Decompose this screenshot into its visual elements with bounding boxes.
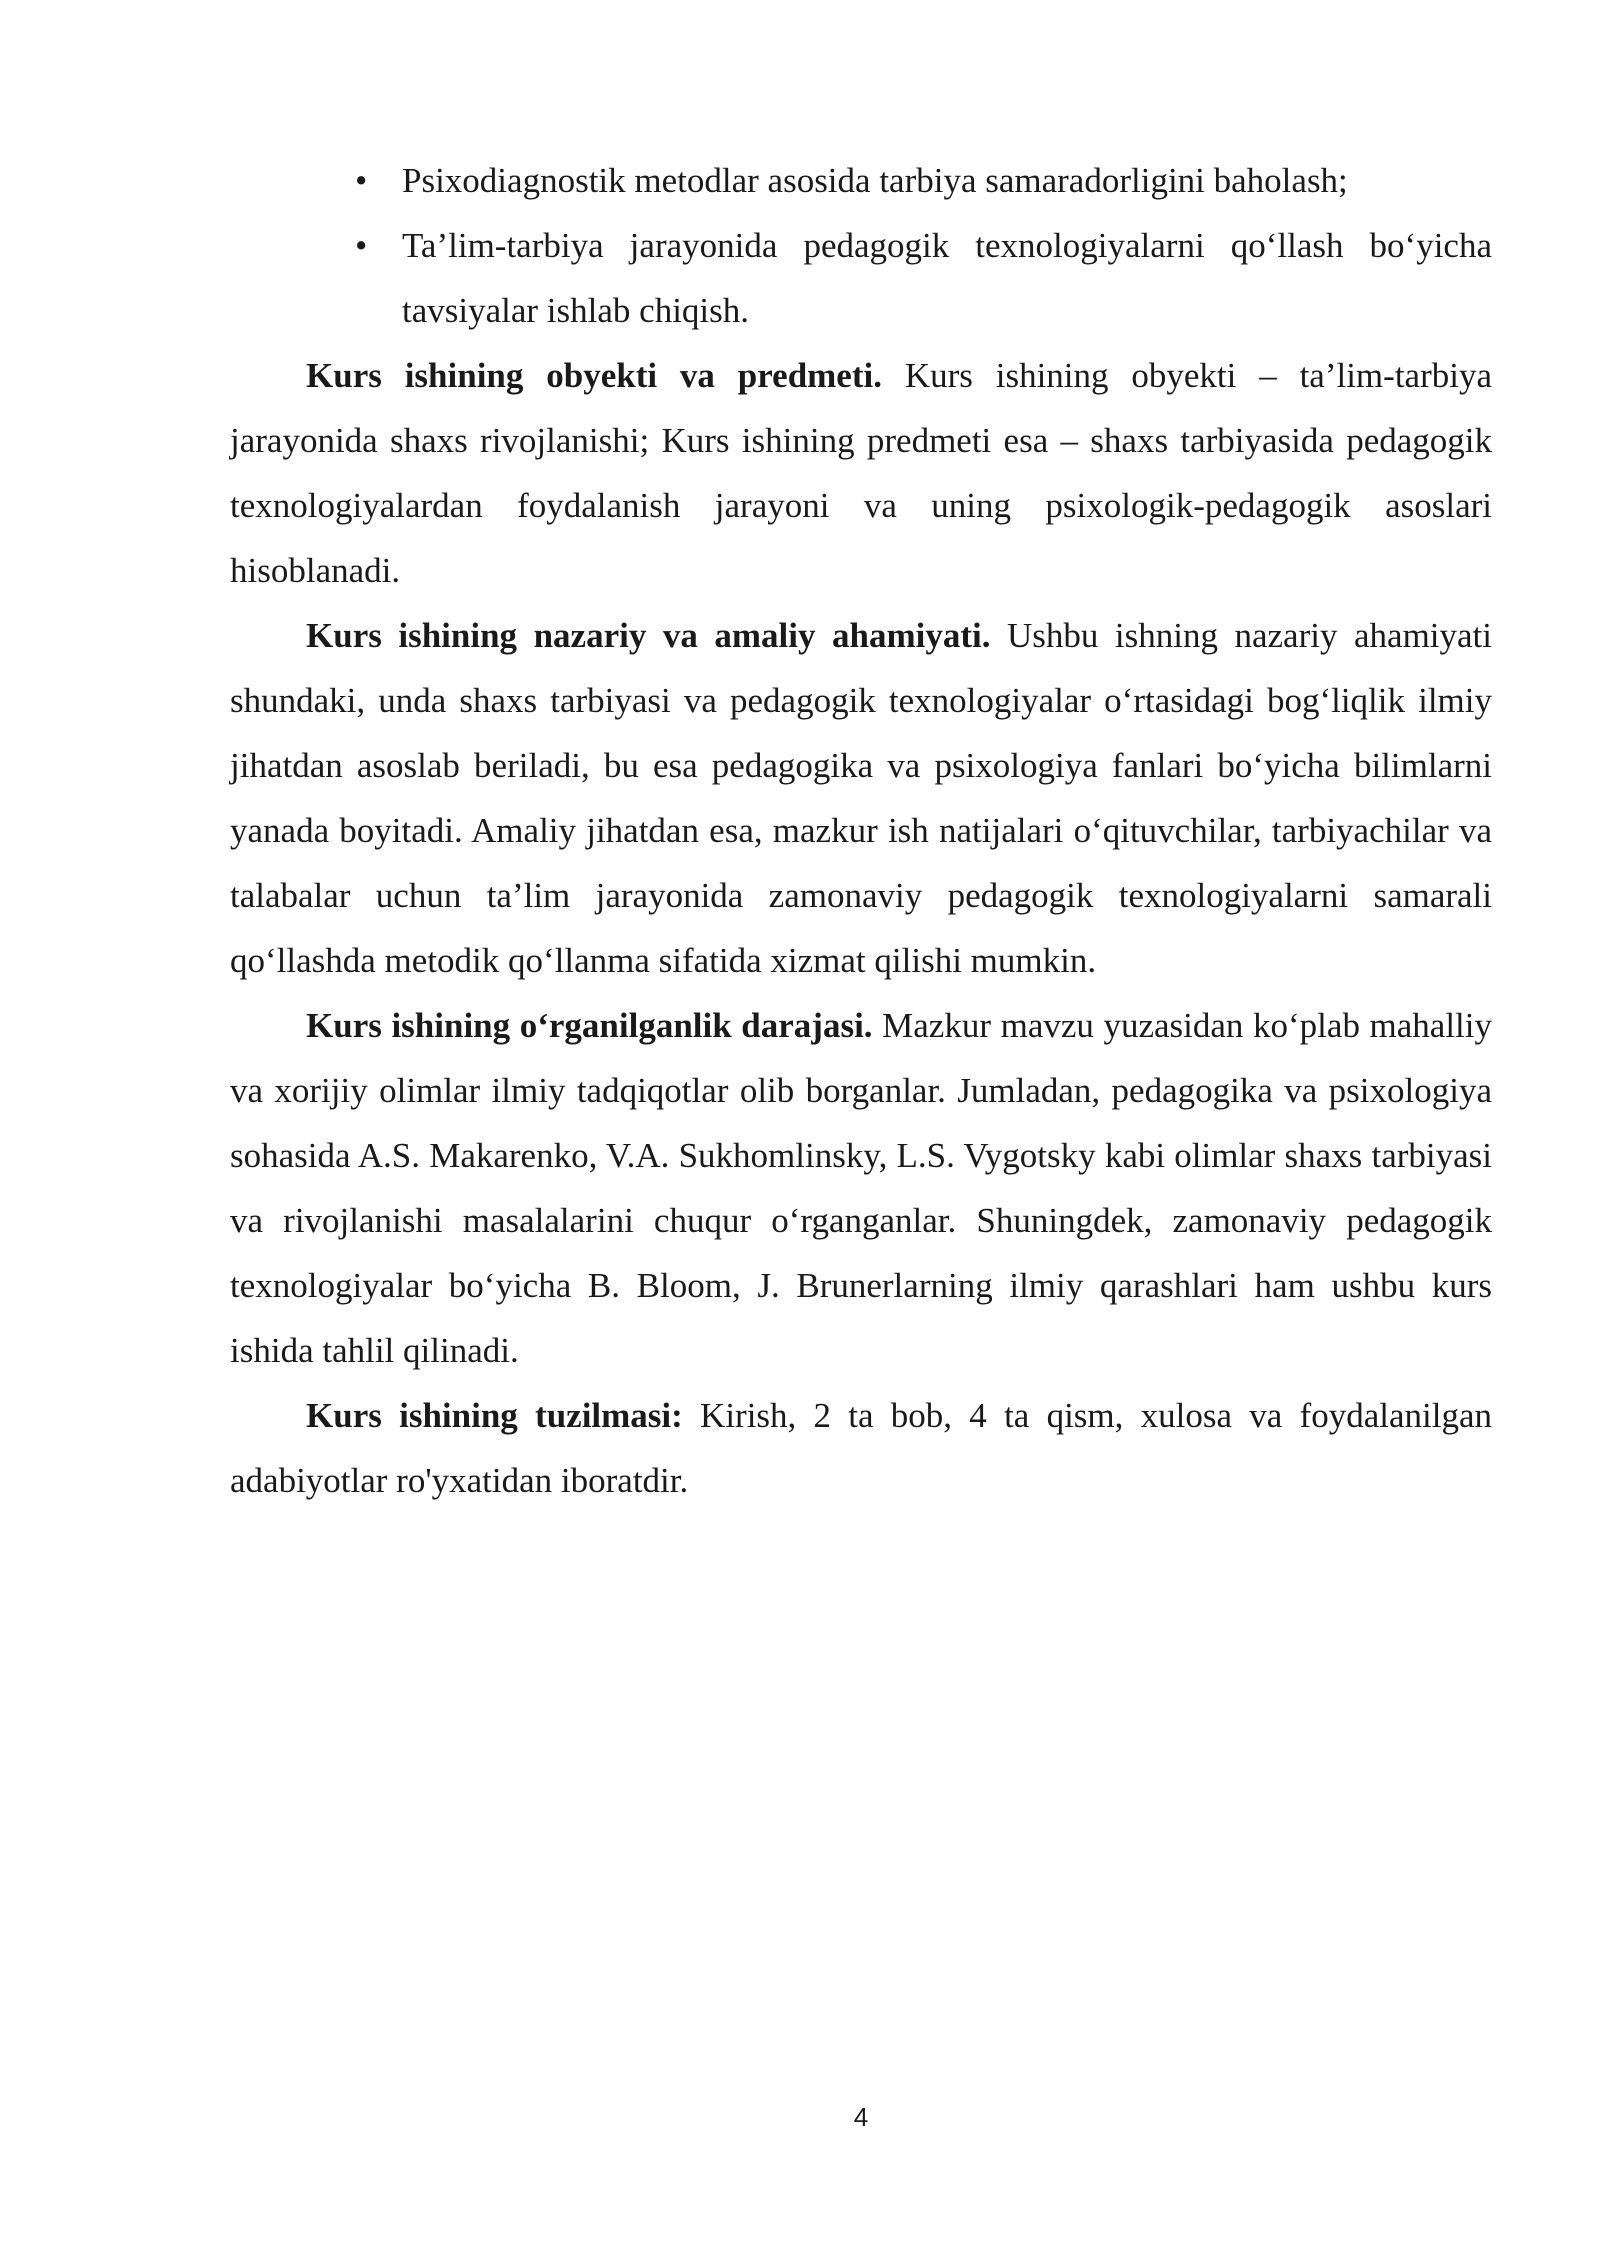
bullet-text: Psixodiagnostik metodlar asosida tarbiya samaradorligini baholash; xyxy=(402,161,1348,200)
section-text: Ushbu ishning nazariy ahamiyati shundaki, unda shaxs tarbiyasi va pedagogik texnologiyalar o‘rtasidagi bog‘liqlik ilmiy jihatdan asoslab beriladi, bu esa pedagogika va psixologiya fanlari bo‘yicha bilimlarni yanada boyitadi. Amaliy jihatdan esa, mazkur ish natijalari o‘qituvchilar, tarbiyachilar va talabalar uchun ta’lim jarayonida zamonaviy pedagogik texnologiyalarni samarali qo‘llashda metodik qo‘llanma sifatida xizmat qilishi mumkin. xyxy=(230,616,1492,980)
section-heading: Kurs ishining tuzilmasi: xyxy=(306,1396,683,1435)
document-page xyxy=(230,148,1492,1513)
section-structure xyxy=(230,1383,1492,1513)
section-significance xyxy=(230,603,1492,993)
bullet-text: Ta’lim-tarbiya jarayonida pedagogik texnologiyalarni qo‘llash bo‘yicha tavsiyalar ishlab chiqish. xyxy=(402,226,1492,330)
section-text: Mazkur mavzu yuzasidan ko‘plab mahalliy va xorijiy olimlar ilmiy tadqiqotlar olib borganlar. Jumladan, pedagogika va psixologiya sohasida A.S. Makarenko, V.A. Sukhomlinsky, L.S. Vygotsky kabi olimlar shaxs tarbiyasi va rivojlanishi masalalarini chuqur o‘rganganlar. Shuningdek, zamonaviy pedagogik texnologiyalar bo‘yicha B. Bloom, J. Brunerlarning ilmiy qarashlari ham ushbu kurs ishida tahlil qilinadi. xyxy=(230,1006,1492,1370)
section-object-subject xyxy=(230,343,1492,603)
section-heading: Kurs ishining o‘rganilganlik darajasi. xyxy=(306,1006,873,1045)
section-heading: Kurs ishining obyekti va predmeti. xyxy=(306,356,882,395)
section-text: Kirish, 2 ta bob, 4 ta qism, xulosa va foydalanilgan adabiyotlar ro'yxatidan iboratdir. xyxy=(230,1396,1492,1500)
page-number: 4 xyxy=(853,2102,869,2132)
bullet-icon: • xyxy=(355,226,368,265)
section-research-level xyxy=(230,993,1492,1383)
bullet-list xyxy=(230,148,1492,343)
bullet-icon: • xyxy=(355,161,368,200)
list-item xyxy=(230,148,1492,213)
section-text: Kurs ishining obyekti – ta’lim-tarbiya jarayonida shaxs rivojlanishi; Kurs ishining predmeti esa – shaxs tarbiyasida pedagogik texnologiyalardan foydalanish jarayoni va uning psixologik-pedagogik asoslari hisoblanadi. xyxy=(230,356,1492,590)
section-heading: Kurs ishining nazariy va amaliy ahamiyati. xyxy=(306,616,991,655)
list-item xyxy=(230,213,1492,343)
